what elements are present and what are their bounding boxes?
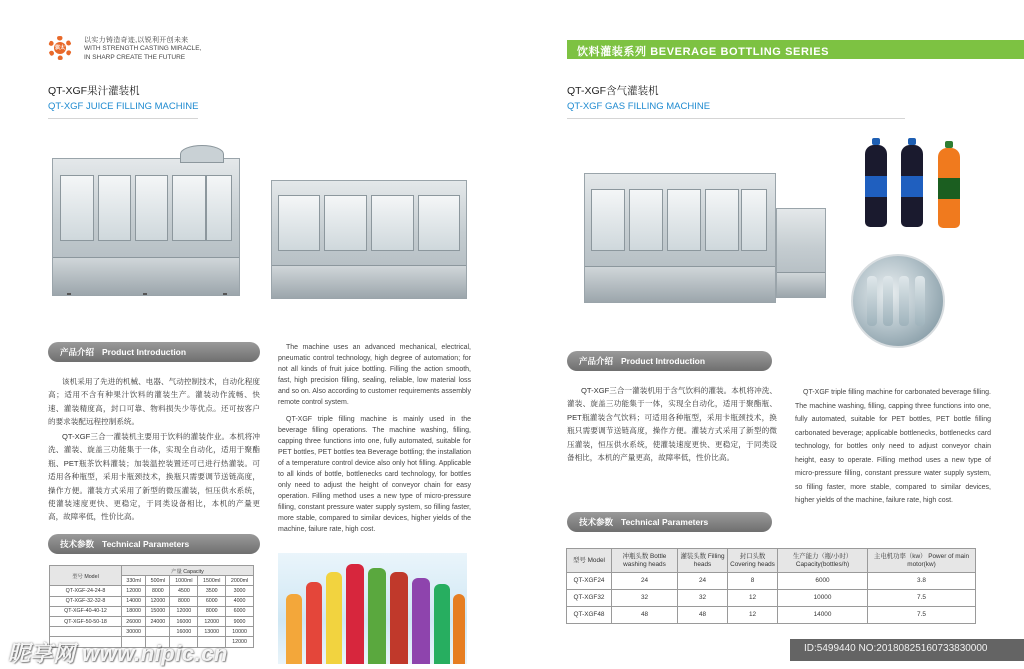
company-slogan	[84, 37, 201, 62]
company-logo-icon	[48, 36, 72, 60]
intro-header-cn: 产品介绍	[60, 347, 95, 357]
table-header: 冲瓶头数 Bottle washing heads	[612, 549, 678, 573]
value-cell: 6000	[226, 606, 254, 616]
title-divider	[567, 118, 905, 119]
juice-params-section-header	[48, 534, 260, 554]
table-header: 型号 Model	[567, 549, 612, 573]
params-header-cn: 技术参数	[60, 539, 95, 549]
table-row	[567, 590, 976, 607]
value-cell: 8	[728, 573, 778, 590]
gas-filling-machine-image	[584, 173, 776, 303]
juice-drinks-image	[278, 553, 467, 664]
size-col: 330ml	[122, 576, 146, 586]
watermark-site-text: 昵享网 www.nipic.cn	[8, 641, 228, 666]
cola-bottle-image	[865, 145, 887, 227]
value-cell: 12	[728, 590, 778, 607]
table-header-model: 型号 Model	[50, 566, 122, 586]
juice-intro-en-1: The machine uses an advanced mechanical, electrical, pneumatic control technology, high degree of automation; for not all kinds of fruit juice bottling. Filling the action smooth, fast, high precision filling, sealing, reliable, low material loss and so on. Also according to customer requirements assembly remote control system.	[278, 344, 471, 406]
value-cell: 24	[612, 573, 678, 590]
intro-header-cn: 产品介绍	[579, 356, 614, 366]
series-title: 饮料灌装系列 BEVERAGE BOTTLING SERIES	[577, 46, 830, 58]
orange-soda-bottle-image	[938, 148, 960, 228]
value-cell: 16000	[170, 627, 198, 637]
table-header: 生产能力（瓶/小时） Capacity(bottles/h)	[778, 549, 868, 573]
value-cell: 32	[678, 590, 728, 607]
value-cell: 8000	[170, 596, 198, 606]
juice-filling-machine-image	[52, 158, 240, 296]
value-cell: 10000	[226, 627, 254, 637]
gas-params-table	[566, 548, 976, 624]
model-cell: QT-XGF-40-40-12	[50, 606, 122, 616]
intro-header-en: Product Introduction	[621, 356, 706, 366]
value-cell: 6000	[198, 596, 226, 606]
intro-header-en: Product Introduction	[102, 347, 187, 357]
filling-line-image	[271, 180, 467, 299]
value-cell: 14000	[778, 607, 868, 624]
title-divider	[48, 118, 198, 119]
model-cell: QT-XGF32	[567, 590, 612, 607]
table-header: 主电机功率（kw） Power of main motor(kw)	[868, 549, 976, 573]
cola-bottle-image	[901, 145, 923, 227]
table-row	[567, 607, 976, 624]
value-cell: 4000	[226, 596, 254, 606]
slogan-en-line-1: WITH STRENGTH CASTING MIRACLE,	[84, 45, 202, 53]
value-cell: 16000	[170, 616, 198, 626]
gas-params-section-header	[567, 512, 772, 532]
value-cell: 12000	[146, 596, 170, 606]
site-watermark	[0, 631, 290, 669]
juice-machine-filler-dome	[180, 145, 224, 163]
slogan-en-line-2: IN SHARP CREATE THE FUTURE	[84, 53, 186, 61]
value-cell: 18000	[122, 606, 146, 616]
value-cell: 9000	[226, 616, 254, 626]
params-header-cn: 技术参数	[579, 517, 614, 527]
value-cell: 12000	[198, 616, 226, 626]
value-cell: 12000	[226, 637, 254, 647]
value-cell: 3.8	[868, 573, 976, 590]
gas-intro-cn: QT-XGF三合一灌装机用于含气饮料的灌装。本机将冲洗、灌装、旋盖三功能集于一体，实现全自动化，适用于聚酯瓶、PET瓶灌装含气饮料；可适用各种瓶型，采用卡瓶颈技术，换瓶只需要调节送链高度，操作方便。灌装方式采用了新型的微压灌装，恒压供水系统，使灌装速度更快、更稳定，于同类设备相比，本机的产量更高，故障率低，性价比高。	[567, 386, 777, 463]
value-cell: 24000	[146, 616, 170, 626]
table-row	[567, 573, 976, 590]
table-header-capacity: 产量 Capacity	[122, 566, 254, 576]
series-title-bar	[567, 40, 1024, 59]
value-cell: 3500	[198, 586, 226, 596]
juice-machine-title-en: QT-XGF JUICE FILLING MACHINE	[48, 101, 199, 112]
size-col: 500ml	[146, 576, 170, 586]
value-cell: 12000	[170, 606, 198, 616]
model-cell: QT-XGF24	[567, 573, 612, 590]
juice-intro-cn-2: QT-XGF三合一灌装机主要用于饮料的灌装作业。本机将冲洗、灌装、旋盖三功能集于一体，实现全自动化，适用于聚酯瓶、PET瓶茶饮料灌装；加装温控装置还可已进行热灌装。可适用各种瓶型，采用卡瓶颈技术，换瓶只需要调节送链高度，操作方便。灌装方式采用了新型的微压灌装，恒压供水系统，使灌装速度更快、更稳定，于同类设备相比，本机的产量更高，故障率低，性价比高。	[48, 432, 260, 522]
table-row	[50, 586, 254, 596]
juice-intro-en-2: QT-XGF triple filling machine is mainly used in the beverage filling operations. The machine washing, filling, capping three functions into one, fully automated, suitable for PET bottles, PET bottles tea Beverage bottling; the installation of a temperature control device also only hot filling. Applicable to all kinds of bottle, bottlenecks card technology, for bottles only need to adjust the height of conveyor chain for easy operation. Filling method uses a new type of micro-pressure filling, constant pressure water supply system, so filling faster, more stable, compared to similar devices, higher yields of the machine, failure rate, high cost.	[278, 416, 471, 533]
model-cell: QT-XGF-50-50-18	[50, 616, 122, 626]
value-cell: 48	[612, 607, 678, 624]
gas-intro-section-header	[567, 351, 772, 371]
filler-closeup-image	[851, 254, 945, 348]
table-row	[50, 596, 254, 606]
juice-machine-title-cn: QT-XGF果汁灌装机	[48, 85, 140, 97]
gas-machine-title-en: QT-XGF GAS FILLING MACHINE	[567, 101, 711, 112]
gas-machine-title-cn: QT-XGF含气灌装机	[567, 85, 659, 97]
value-cell: 10000	[778, 590, 868, 607]
value-cell: 13000	[198, 627, 226, 637]
size-col: 2000ml	[226, 576, 254, 586]
table-header: 封口头数 Covering heads	[728, 549, 778, 573]
params-header-en: Technical Parameters	[102, 539, 190, 549]
value-cell: 3000	[226, 586, 254, 596]
value-cell: 32	[612, 590, 678, 607]
slogan-cn: 以实力铸造奇迹,以锐利开创未来	[84, 37, 189, 44]
value-cell: 8000	[198, 606, 226, 616]
value-cell: 12	[728, 607, 778, 624]
value-cell: 6000	[778, 573, 868, 590]
value-cell: 14000	[122, 596, 146, 606]
value-cell: 24	[678, 573, 728, 590]
model-cell: QT-XGF48	[567, 607, 612, 624]
gas-machine-capper-unit	[776, 208, 826, 298]
gas-intro-en: QT-XGF triple filling machine for carbonated beverage filling. The machine washing, filling, capping three functions into one, fully automated, suitable for PET bottles, PET bottle filling carbonated beverage; applicable bottlenecks, bottlenecks card technology, for bottles only need to adjust conveyor chain height, easy to operate. Filling method uses a new type of micro-pressure filling, constant pressure water supply system, so filling faster, more stable, compared to similar devices, higher yields of the machine, failure rate, high cost.	[795, 389, 991, 504]
size-col: 1000ml	[170, 576, 198, 586]
juice-intro-cn-1: 该机采用了先进的机械、电器、气动控制技术，自动化程度高；适用不含有种果汁饮料的灌装生产。灌装动作流畅、快速、灌装精度高，封口可靠、物料损失少等优点。还可按客户的要求装配远程控制系统。	[48, 377, 260, 427]
image-id-watermark	[790, 639, 1024, 661]
size-col: 1500ml	[198, 576, 226, 586]
value-cell: 26000	[122, 616, 146, 626]
value-cell: 15000	[146, 606, 170, 616]
value-cell: 4500	[170, 586, 198, 596]
params-header-en: Technical Parameters	[621, 517, 709, 527]
logo-text: 骐太	[54, 42, 66, 54]
value-cell: 12000	[122, 586, 146, 596]
model-cell: QT-XGF-32-32-8	[50, 596, 122, 606]
model-cell: QT-XGF-24-24-8	[50, 586, 122, 596]
juice-intro-section-header	[48, 342, 260, 362]
table-header: 灌装头数 Filling heads	[678, 549, 728, 573]
value-cell: 7.5	[868, 590, 976, 607]
value-cell: 8000	[146, 586, 170, 596]
table-row	[50, 616, 254, 626]
value-cell: 7.5	[868, 607, 976, 624]
value-cell: 48	[678, 607, 728, 624]
table-row	[50, 606, 254, 616]
value-cell: 30000	[122, 627, 146, 637]
watermark-id-text: ID:5499440 NO:20180825160733830000	[804, 643, 988, 654]
